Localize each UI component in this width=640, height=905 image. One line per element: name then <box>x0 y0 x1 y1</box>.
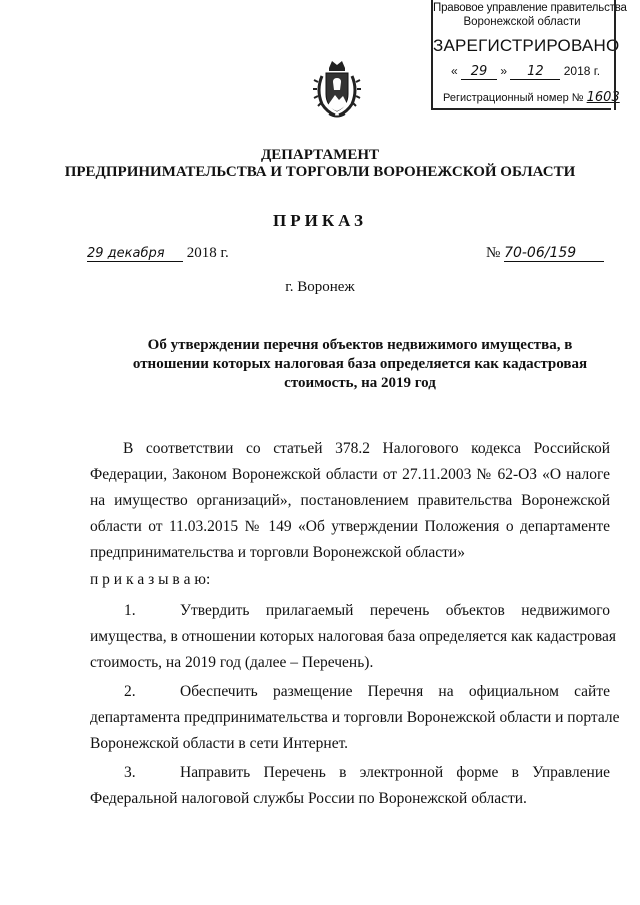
order-number <box>486 245 604 262</box>
department-line2: ПРЕДПРИНИМАТЕЛЬСТВА И ТОРГОВЛИ ВОРОНЕЖСКОЙ ОБЛАСТИ <box>64 164 576 180</box>
order-date-year: 2018 г. <box>186 245 229 261</box>
item-1-line3: стоимость, на 2019 год (далее – Перечень). <box>90 654 374 671</box>
order-word: п р и к а з ы в а ю: <box>90 571 211 588</box>
title-line2: отношении которых налоговая база определяется как кадастровая <box>132 356 588 372</box>
order-number-handwritten: 70-06/159 <box>504 245 604 262</box>
item-1-line2: имущества, в отношении которых налоговая база определяется как кадастровая <box>90 628 616 645</box>
stamp-regno-value: 1603 <box>586 90 620 105</box>
stamp-registered: ЗАРЕГИСТРИРОВАНО <box>433 36 620 55</box>
stamp-date-close-quote: » <box>500 64 508 78</box>
title-line3: стоимость, на 2019 год <box>284 375 436 391</box>
order-date <box>87 245 229 262</box>
stamp-regno <box>443 90 620 105</box>
department-line1: ДЕПАРТАМЕНТ <box>260 147 380 163</box>
item-3-line2: Федеральной налоговой службы России по Воронежской области. <box>90 790 527 807</box>
item-2-number: 2. <box>124 683 136 700</box>
preamble-line2: Федерации, Законом Воронежской области от 27.11.2003 № 62-ОЗ «О налоге <box>90 466 610 483</box>
stamp-regno-label: Регистрационный номер № <box>443 92 584 104</box>
item-1-line1: Утвердить прилагаемый перечень объектов недвижимого <box>180 602 610 619</box>
item-2-line2: департамента предпринимательства и торговли Воронежской области и портале <box>90 709 620 726</box>
preamble-line3: на имущество организаций», постановлением правительства Воронежской <box>90 492 610 509</box>
item-2-line1: Обеспечить размещение Перечня на официальном сайте <box>180 683 610 700</box>
registration-stamp <box>431 0 627 110</box>
stamp-date <box>451 64 600 80</box>
item-3-number: 3. <box>124 764 136 781</box>
preamble-line5: предпринимательства и торговли Воронежской области» <box>90 544 465 561</box>
stamp-org-line2: Воронежской области <box>463 16 581 28</box>
item-3-line1: Направить Перечень в электронной форме в Управление <box>180 764 610 781</box>
stamp-date-year: 2018 г. <box>563 64 601 78</box>
voronezh-coat-of-arms-icon <box>313 58 361 120</box>
stamp-date-month: 12 <box>510 64 560 80</box>
order-number-label: № <box>486 245 501 261</box>
title-line1: Об утверждении перечня объектов недвижимого имущества, в <box>147 337 573 353</box>
item-1-number: 1. <box>124 602 136 619</box>
preamble-line4: области от 11.03.2015 № 149 «Об утверждении Положения о департаменте <box>90 518 610 535</box>
preamble-line1: В соответствии со статьей 378.2 Налогового кодекса Российской <box>123 440 610 457</box>
stamp-date-open-quote: « <box>451 64 458 78</box>
stamp-edge <box>614 0 616 110</box>
stamp-org-line1: Правовое управление правительства <box>433 2 627 14</box>
stamp-date-day: 29 <box>461 64 497 80</box>
doc-type: ПРИКАЗ <box>273 211 367 230</box>
city: г. Воронеж <box>285 279 355 295</box>
item-2-line3: Воронежской области в сети Интернет. <box>90 735 349 752</box>
order-date-handwritten: 29 декабря <box>87 246 183 262</box>
